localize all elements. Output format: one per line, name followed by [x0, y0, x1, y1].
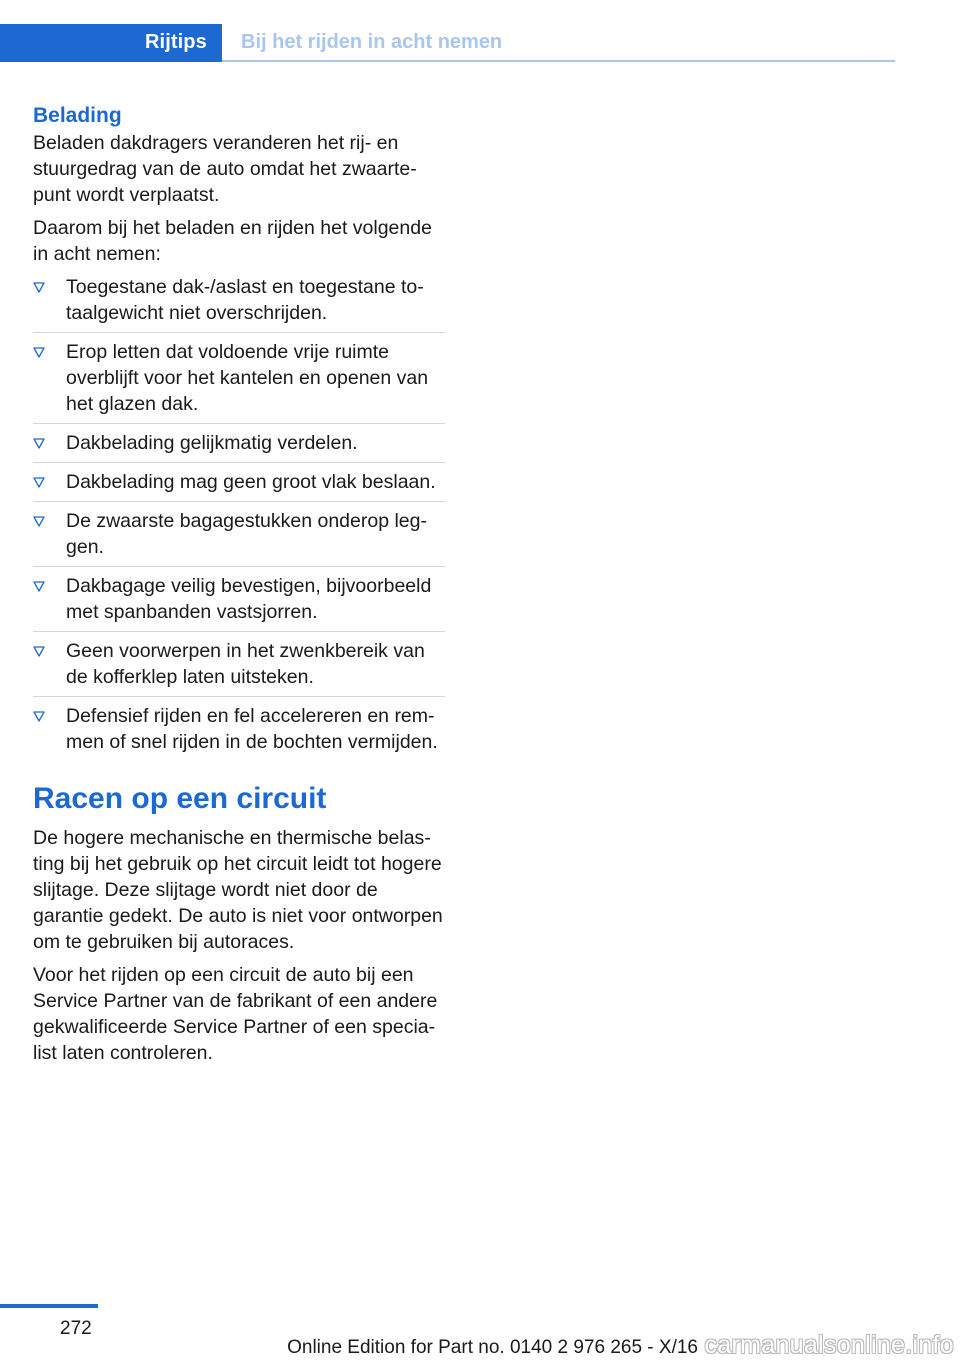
- list-item: [33, 508, 445, 560]
- list-item-text: De zwaarste bagagestukken onderop leggen.: [66, 510, 427, 558]
- section-title: Bij het rijden in acht nemen: [241, 31, 503, 53]
- footer-divider: [0, 1304, 98, 1308]
- triangle-bullet-icon: [33, 339, 47, 365]
- list-item: [33, 274, 445, 326]
- racen-heading: Racen op een circuit: [33, 782, 327, 815]
- belading-bullet-list: [33, 274, 445, 755]
- list-item: [33, 638, 445, 690]
- list-item-text: Dakbelading gelijkmatig verdelen.: [66, 432, 358, 454]
- list-item: [33, 703, 445, 755]
- triangle-bullet-icon: [33, 573, 47, 599]
- belading-paragraph: Beladen dakdragers veranderen het rij- en stuurgedrag van de auto omdat het zwaartepunt wordt verplaatst.: [33, 132, 417, 206]
- list-divider: [33, 566, 445, 567]
- belading-heading: Belading: [33, 104, 122, 127]
- edition-text: Online Edition for Part no. 0140 2 976 265 - X/16: [287, 1337, 698, 1358]
- triangle-bullet-icon: [33, 274, 47, 300]
- header-divider: [222, 60, 895, 62]
- list-item-text: Geen voorwerpen in het zwenkbereik van de kofferklep laten uitsteken.: [66, 640, 425, 688]
- racen-paragraph: De hogere mechanische en thermische belasting bij het gebruik op het circuit leidt tot hogere slijtage. Deze slijtage wordt niet door de garantie gedekt. De auto is niet voor ontworpen om te gebruiken bij autoraces.: [33, 827, 443, 953]
- triangle-bullet-icon: [33, 703, 47, 729]
- list-item-text: Dakbelading mag geen groot vlak beslaan.: [66, 471, 436, 493]
- list-divider: [33, 423, 445, 424]
- list-item-text: Defensief rijden en fel accelereren en remmen of snel rijden in de bochten vermijden.: [66, 705, 438, 753]
- list-item-text: Dakbagage veilig bevestigen, bijvoorbeeld met spanbanden vastsjorren.: [66, 575, 432, 623]
- triangle-bullet-icon: [33, 430, 47, 456]
- list-item-text: Erop letten dat voldoende vrije ruimte overblijft voor het kantelen en openen van het glazen dak.: [66, 341, 429, 415]
- list-divider: [33, 501, 445, 502]
- racen-paragraph: Voor het rijden op een circuit de auto bij een Service Partner van de fabrikant of een andere gekwalificeerde Service Partner of een specialist laten controleren.: [33, 964, 438, 1064]
- content-column: [33, 102, 445, 1073]
- list-item: [33, 430, 445, 456]
- list-item-text: Toegestane dak-/aslast en toegestane totaalgewicht niet overschrijden.: [66, 276, 424, 324]
- triangle-bullet-icon: [33, 508, 47, 534]
- triangle-bullet-icon: [33, 469, 47, 495]
- list-item: [33, 573, 445, 625]
- list-divider: [33, 462, 445, 463]
- watermark-logo: carmanualsonline.info: [704, 1331, 954, 1359]
- triangle-bullet-icon: [33, 638, 47, 664]
- list-divider: [33, 696, 445, 697]
- chapter-title: Rijtips: [145, 31, 207, 53]
- list-item: [33, 339, 445, 417]
- belading-paragraph: Daarom bij het beladen en rijden het volgende in acht nemen:: [33, 217, 432, 265]
- page-number: 272: [60, 1318, 92, 1339]
- list-divider: [33, 332, 445, 333]
- list-divider: [33, 631, 445, 632]
- list-item: [33, 469, 445, 495]
